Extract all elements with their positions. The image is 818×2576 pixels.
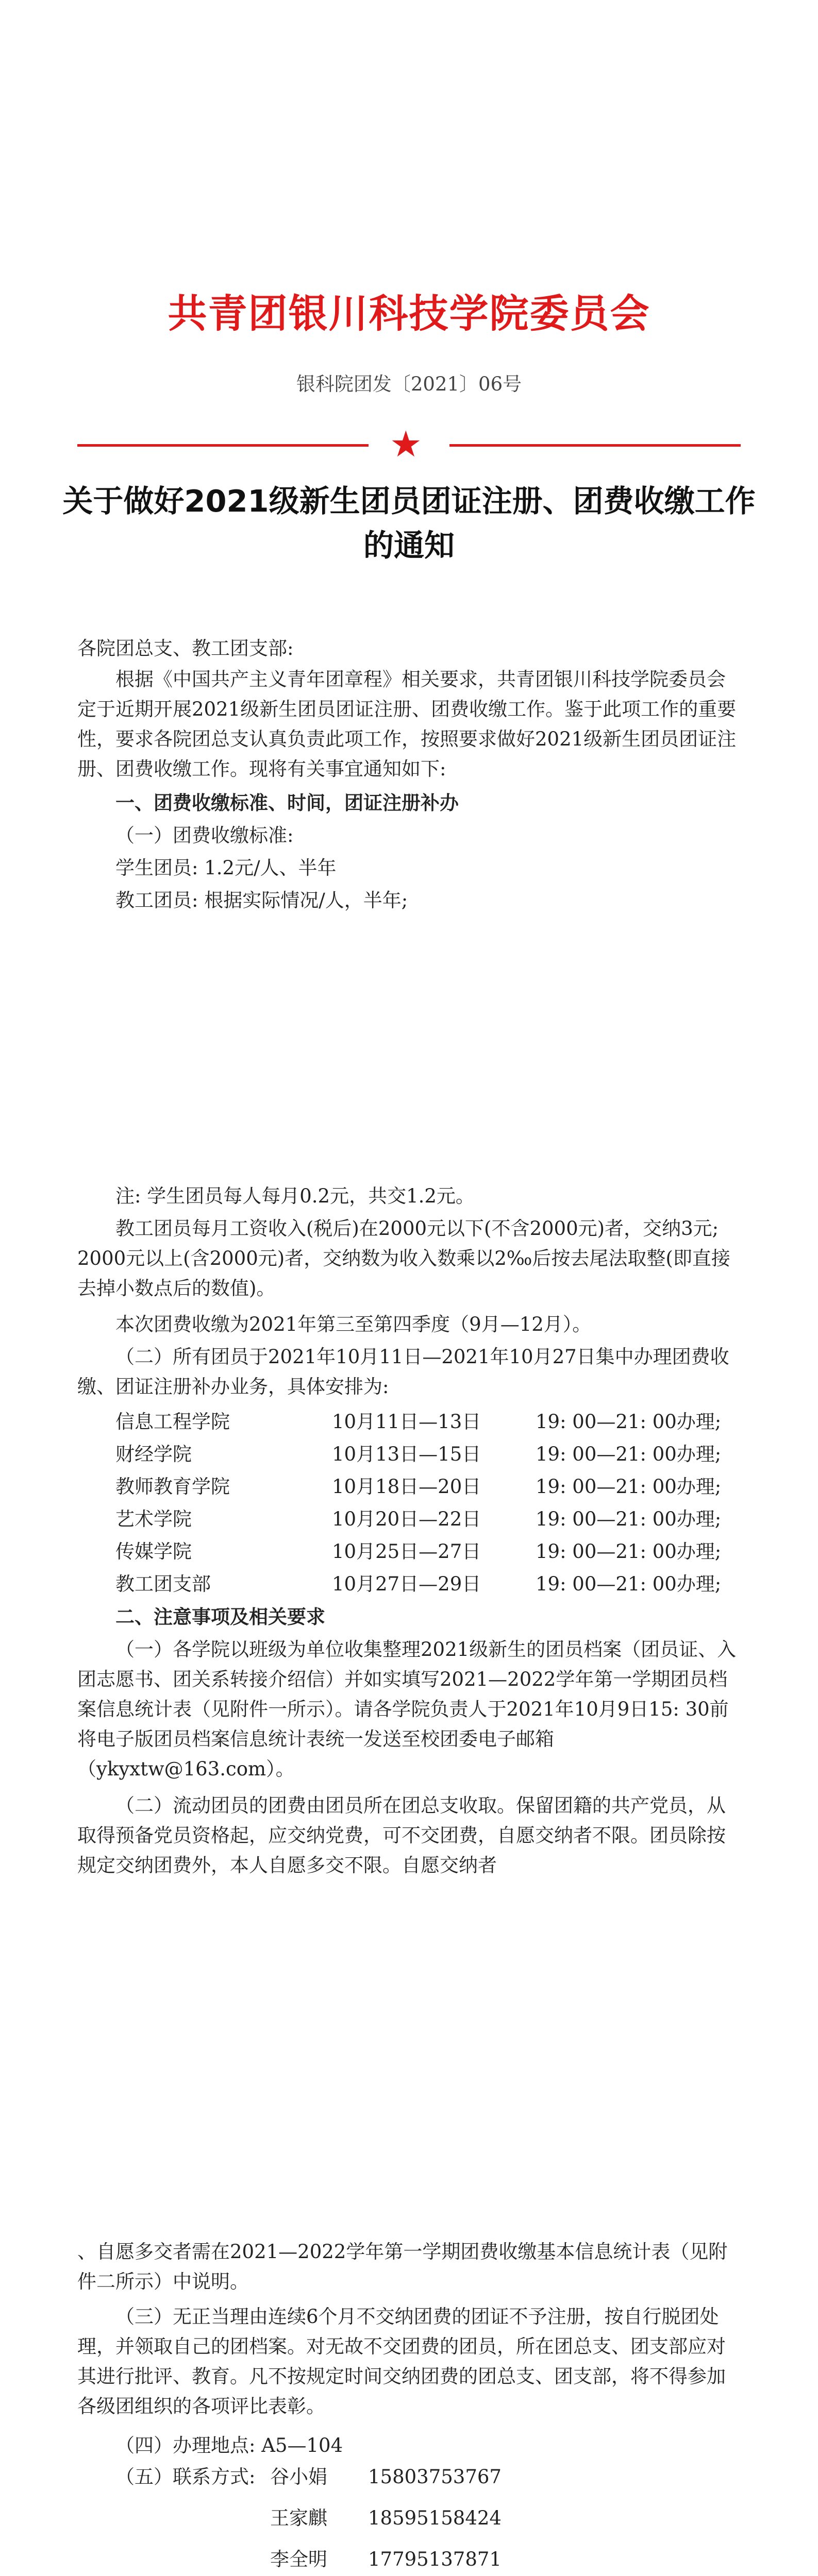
intro-paragraph: 根据《中国共产主义青年团章程》相关要求，共青团银川科技学院委员会定于近期开展2021级新生团员团证注册、团费收缴工作。鉴于此项工作的重要性，要求各院团总支认真负责此项工作，按照要求做好2021级新生团员团证注册、团费收缴工作。现将有关事宜通知如下: bbox=[77, 668, 737, 780]
schedule-time: 19: 00—21: 00办理; bbox=[536, 1411, 722, 1433]
note-student: 注: 学生团员每人每月0.2元，共交1.2元。 bbox=[115, 1185, 475, 1207]
schedule-row bbox=[115, 1472, 741, 1502]
notice-title: 关于做好2021级新生团员团证注册、团费收缴工作的通知 bbox=[62, 483, 756, 563]
college-name: 艺术学院 bbox=[115, 1508, 192, 1530]
schedule-intro: （二）所有团员于2021年10月11日—2021年10月27日集中办理团费收缴、团证注册补办业务，具体安排为: bbox=[77, 1346, 729, 1398]
schedule-row bbox=[115, 1439, 741, 1469]
salutation: 各院团总支、教工团支部: bbox=[77, 637, 294, 659]
schedule-time: 19: 00—21: 00办理; bbox=[536, 1508, 722, 1530]
schedule-dates: 10月11日—13日 bbox=[332, 1411, 481, 1433]
section1-heading: 一、团费收缴标准、时间，团证注册补办 bbox=[115, 792, 459, 814]
star-icon: ★ bbox=[390, 423, 422, 465]
schedule-table bbox=[115, 1407, 741, 1599]
schedule-dates: 10月27日—29日 bbox=[332, 1573, 481, 1595]
org-title: 共青团银川科技学院委员会 bbox=[168, 291, 650, 336]
notice-item-1: （一）各学院以班级为单位收集整理2021级新生的团员档案（团员证、入团志愿书、团关系转接介绍信）并如实填写2021—2022学年第一学期团员档案信息统计表（见附件一所示）。请各学院负责人于2021年10月9日15: 30前将电子版团员档案信息统计表统一发送至校团委电子邮箱（ykyxtw@163.com）。 bbox=[77, 1638, 737, 1780]
schedule-time: 19: 00—21: 00办理; bbox=[536, 1443, 722, 1465]
schedule-time: 19: 00—21: 00办理; bbox=[536, 1476, 722, 1498]
header-divider-left bbox=[77, 444, 369, 447]
contact-phone: 17795137871 bbox=[368, 2548, 502, 2570]
header-divider-right bbox=[449, 444, 741, 447]
contact-phone: 18595158424 bbox=[368, 2507, 502, 2529]
note-staff: 教工团员每月工资收入(税后)在2000元以下(不含2000元)者，交纳3元; 2000元以上(含2000元)者，交纳数为收入数乘以2‰后按去尾法取整(即直接去掉小数点后的数值)。 bbox=[77, 1217, 730, 1299]
college-name: 财经学院 bbox=[115, 1443, 192, 1465]
contacts-label: （五）联系方式: bbox=[115, 2466, 256, 2488]
college-name: 信息工程学院 bbox=[115, 1411, 230, 1433]
contact-phone: 15803753767 bbox=[368, 2466, 502, 2488]
student-fee: 学生团员: 1.2元/人、半年 bbox=[115, 857, 337, 879]
contact-name: 王家麒 bbox=[270, 2507, 327, 2529]
venue: （四）办理地点: A5—104 bbox=[115, 2434, 343, 2456]
college-name: 教工团支部 bbox=[115, 1573, 211, 1595]
notice-item-2-continued: 、自愿多交者需在2021—2022学年第一学期团费收缴基本信息统计表（见附件二所示）中说明。 bbox=[77, 2241, 728, 2293]
schedule-dates: 10月25日—27日 bbox=[332, 1540, 481, 1563]
schedule-dates: 10月20日—22日 bbox=[332, 1508, 481, 1530]
schedule-time: 19: 00—21: 00办理; bbox=[536, 1540, 722, 1563]
staff-fee: 教工团员: 根据实际情况/人，半年; bbox=[115, 889, 408, 911]
schedule-dates: 10月18日—20日 bbox=[332, 1476, 481, 1498]
schedule-row bbox=[115, 1537, 741, 1567]
contacts-block bbox=[115, 2456, 741, 2576]
contact-row bbox=[115, 2539, 741, 2576]
notice-item-3: （三）无正当理由连续6个月不交纳团费的团证不予注册，按自行脱团处理，并领取自己的团档案。对无故不交团费的团员，所在团总支、团支部应对其进行批评、教育。凡不按规定时间交纳团费的团总支、团支部，将不得参加各级团组织的各项评比表彰。 bbox=[77, 2306, 726, 2417]
contact-name: 谷小娟 bbox=[270, 2466, 327, 2488]
schedule-row bbox=[115, 1569, 741, 1599]
section2-heading: 二、注意事项及相关要求 bbox=[115, 1606, 325, 1628]
contact-row bbox=[115, 2456, 741, 2498]
notice-item-2: （二）流动团员的团费由团员所在团总支收取。保留团籍的共产党员，从取得预备党员资格起，应交纳党费，可不交团费，自愿交纳者不限。团员除按规定交纳团费外，本人自愿多交不限。自愿交纳者 bbox=[77, 1794, 726, 1876]
schedule-row bbox=[115, 1504, 741, 1534]
college-name: 教师教育学院 bbox=[115, 1476, 230, 1498]
note-period: 本次团费收缴为2021年第三至第四季度（9月—12月）。 bbox=[115, 1313, 592, 1335]
schedule-dates: 10月13日—15日 bbox=[332, 1443, 481, 1465]
college-name: 传媒学院 bbox=[115, 1540, 192, 1563]
fee-standard-heading: （一）团费收缴标准: bbox=[115, 824, 294, 846]
schedule-time: 19: 00—21: 00办理; bbox=[536, 1573, 722, 1595]
document-number: 银科院团发〔2021〕06号 bbox=[296, 373, 522, 395]
schedule-row bbox=[115, 1407, 741, 1437]
contact-row bbox=[115, 2498, 741, 2539]
contact-name: 李全明 bbox=[270, 2548, 327, 2570]
